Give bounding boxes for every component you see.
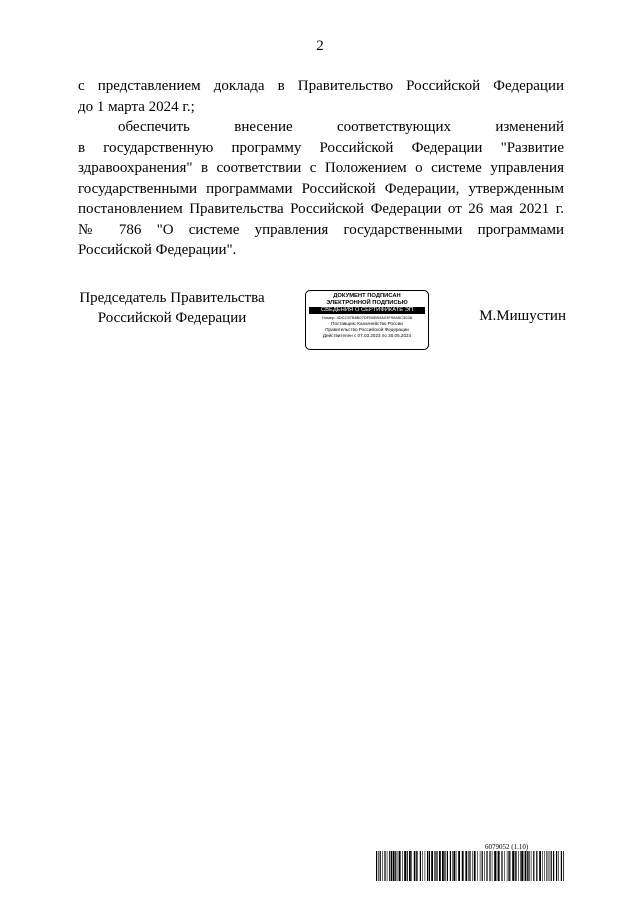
barcode-bar — [520, 851, 521, 881]
barcode-bar — [398, 851, 399, 881]
barcode-bar — [489, 851, 490, 881]
barcode-bar — [416, 851, 417, 881]
stamp-validity: Действителен с 07.03.2023 по 30.05.2024 — [322, 333, 412, 338]
barcode-bar — [452, 851, 453, 881]
barcode-bar — [431, 851, 433, 881]
barcode-bar — [404, 851, 406, 881]
barcode-bar — [465, 851, 467, 881]
barcode-bar — [420, 851, 421, 881]
barcode-bar — [492, 851, 493, 881]
barcode-bar — [429, 851, 430, 881]
barcode-bar — [524, 851, 525, 881]
barcode-bar — [378, 851, 379, 881]
barcode-bar — [477, 851, 478, 881]
barcode-bar — [411, 851, 412, 881]
barcode-bar — [518, 851, 519, 881]
stamp-heading: ЭЛЕКТРОННОЙ ПОДПИСЬЮ — [326, 299, 408, 306]
barcode-bar — [551, 851, 552, 881]
barcode-bar — [536, 851, 537, 881]
barcode-bar — [427, 851, 428, 881]
text-line: Российской Федерации". — [78, 242, 237, 258]
barcode-bar — [414, 851, 415, 881]
barcode-bar — [458, 851, 460, 881]
signer-title-line: Российской Федерации — [97, 310, 247, 326]
barcode-bar — [515, 851, 516, 881]
barcode-bar — [391, 851, 392, 881]
barcode-bar — [494, 851, 496, 881]
barcode-bar — [382, 851, 383, 881]
signer-title — [72, 288, 272, 328]
barcode-bar — [468, 851, 469, 881]
body-text — [78, 76, 564, 261]
barcode-bar — [498, 851, 500, 881]
barcode-bar — [484, 851, 485, 881]
text-line: государственными программами Российской Федерации, утвержденным — [78, 180, 564, 197]
barcode-bar — [561, 851, 562, 881]
barcode-bar — [402, 851, 403, 881]
barcode-bar — [556, 851, 557, 881]
barcode-bar — [548, 851, 549, 881]
barcode-bar — [417, 851, 418, 881]
barcode-bar — [497, 851, 498, 881]
barcode-bar — [447, 851, 448, 881]
barcode-bar — [528, 851, 529, 881]
barcode-bar — [501, 851, 502, 881]
text-line: в государственную программу Российской Федерации "Развитие — [78, 139, 564, 156]
barcode-bar — [533, 851, 534, 881]
text-line: обеспечить внесение соответствующих изменений — [118, 119, 564, 135]
barcode-bar — [525, 851, 526, 881]
barcode-bar — [480, 851, 481, 881]
barcode-bar — [544, 851, 545, 881]
barcode-bar — [435, 851, 436, 881]
barcode-bar — [387, 851, 388, 881]
barcode-bar — [439, 851, 441, 881]
barcode-bar — [546, 851, 547, 881]
barcode-icon — [376, 851, 564, 881]
barcode-bar — [527, 851, 528, 881]
barcode-bar — [393, 851, 395, 881]
text-line: с представлением доклада в Правительство Российской Федерации — [78, 78, 564, 94]
text-line: до 1 марта 2024 г.; — [78, 98, 195, 115]
barcode-bar — [482, 851, 483, 881]
barcode-bar — [474, 851, 476, 881]
signer-name: М.Мишустин — [479, 308, 566, 324]
barcode-bar — [389, 851, 390, 881]
barcode-bar — [504, 851, 505, 881]
barcode-bar — [563, 851, 564, 881]
stamp-owner: Правительство Российской Федерации — [325, 327, 409, 332]
text-line: здравоохранения" в соответствии с Положением о системе управления — [78, 160, 564, 176]
barcode-bar — [539, 851, 541, 881]
barcode-bar — [434, 851, 435, 881]
barcode-bar — [462, 851, 464, 881]
barcode-bar — [444, 851, 445, 881]
barcode-bar — [395, 851, 396, 881]
barcode-bar — [453, 851, 455, 881]
barcode-bar — [558, 851, 559, 881]
barcode-bar — [450, 851, 451, 881]
barcode-bar — [516, 851, 517, 881]
barcode-caption: 6079052 (1.10) — [485, 843, 529, 851]
text-line: постановлением Правительства Российской Федерации от 26 мая 2021 г. — [78, 201, 564, 217]
barcode-bar — [425, 851, 426, 881]
barcode-bar — [456, 851, 457, 881]
barcode-bar — [437, 851, 438, 881]
barcode-bar — [509, 851, 510, 881]
barcode-bar — [531, 851, 532, 881]
barcode-bar — [486, 851, 487, 881]
stamp-certificate-bar: СВЕДЕНИЯ О СЕРТИФИКАТЕ ЭП — [309, 307, 425, 314]
electronic-signature-stamp — [305, 290, 429, 350]
barcode-bar — [542, 851, 543, 881]
barcode-bar — [549, 851, 550, 881]
barcode-bar — [470, 851, 471, 881]
barcode-bar — [422, 851, 423, 881]
barcode-bar — [472, 851, 473, 881]
barcode-bar — [384, 851, 385, 881]
barcode-bar — [380, 851, 381, 881]
barcode-bar — [442, 851, 444, 881]
barcode-bar — [521, 851, 523, 881]
barcode-bar — [508, 851, 509, 881]
barcode-bar — [376, 851, 377, 881]
stamp-heading: ДОКУМЕНТ ПОДПИСАН — [333, 293, 401, 299]
barcode-bar — [507, 851, 508, 881]
stamp-number: Номер: 4DCC57B8B07DFB0B94A03F90A5C3038 — [322, 315, 412, 320]
barcode-bar — [407, 851, 408, 881]
page-number: 2 — [316, 38, 324, 54]
barcode-bar — [553, 851, 554, 881]
barcode-bar — [512, 851, 514, 881]
stamp-supplier: Поставщик: Казначейство России — [331, 321, 403, 326]
text-line: № 786 "О системе управления государственными программами — [78, 221, 564, 238]
barcode-bar — [399, 851, 401, 881]
barcode-bar — [409, 851, 411, 881]
signer-title-line: Председатель Правительства — [79, 290, 265, 306]
